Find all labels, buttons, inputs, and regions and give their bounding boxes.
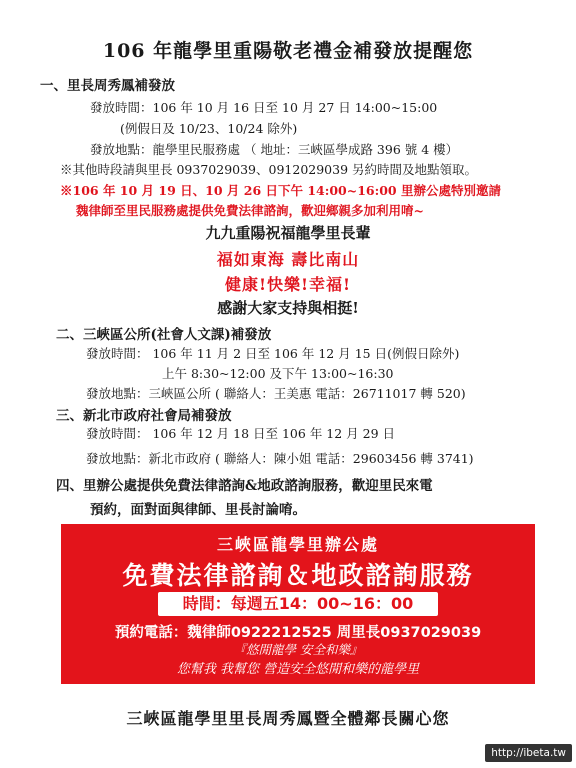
section2-heading: 二、三峽區公所(社會人文課)補發放 (56, 327, 272, 343)
greeting-line-2: 福如東海 壽比南山 (216, 250, 360, 269)
section1-place: 發放地點：龍學里民服務處 （ 地址：三峽區學成路 396 號 4 樓） (90, 142, 459, 157)
section1-legal-notice-2: 魏律師至里民服務處提供免費法律諮詢，歡迎鄉親多加利用唷~ (76, 203, 424, 218)
banner-service-title: 免費法律諮詢＆地政諮詢服務 (122, 561, 474, 590)
greeting-line-4: 感謝大家支持與相挺! (217, 299, 359, 317)
section1-time: 發放時間：106 年 10 月 16 日至 10 月 27 日 14:00~15:00 (90, 100, 438, 115)
section2-place: 發放地點：三峽區公所 ( 聯絡人：王美惠 電話：26711017 轉 520) (86, 386, 466, 401)
section4-line-1: 四、里辦公處提供免費法律諮詢&地政諮詢服務，歡迎里民來電 (56, 478, 433, 494)
banner-time-box: 時間：每週五14：00~16：00 (158, 592, 438, 616)
banner-slogan: 『悠閒龍學 安全和樂』 (233, 642, 363, 657)
section1-legal-notice-1: ※106 年 10 月 19 日、10 月 26 日下午 14:00~16:00 里辦公處特別邀請 (60, 183, 501, 198)
section2-time-2: 上午 8:30~12:00 及下午 13:00~16:30 (162, 366, 394, 381)
banner-motto: 您幫我 我幫您 營造安全悠閒和樂的龍學里 (176, 662, 420, 677)
section3-heading: 三、新北市政府社會局補發放 (56, 408, 232, 424)
greeting-line-1: 九九重陽祝福龍學里長輩 (205, 224, 371, 242)
watermark: http://ibeta.tw (485, 744, 572, 762)
page-title: 106 年龍學里重陽敬老禮金補發放提醒您 (102, 40, 474, 62)
legal-service-banner (61, 524, 535, 684)
footer-signature: 三峽區龍學里里長周秀鳳暨全體鄰長關心您 (126, 709, 450, 728)
banner-office-name: 三峽區龍學里辦公處 (216, 535, 379, 554)
section3-time: 發放時間： 106 年 12 月 18 日至 106 年 12 月 29 日 (86, 426, 396, 441)
section1-time-note: (例假日及 10/23、10/24 除外) (120, 121, 298, 136)
banner-phone: 預約電話：魏律師0922212525 周里長0937029039 (114, 625, 482, 641)
section3-place: 發放地點：新北市政府 ( 聯絡人：陳小姐 電話：29603456 轉 3741) (86, 451, 474, 466)
section4-line-2: 預約，面對面與律師、里長討論唷。 (90, 502, 306, 518)
greeting-line-3: 健康!快樂!幸福! (224, 275, 352, 294)
section1-other-contact: ※其他時段請與里長 0937029039、0912029039 另約時間及地點領取。 (60, 162, 478, 177)
section1-heading: 一、里長周秀鳳補發放 (40, 78, 175, 94)
section2-time: 發放時間： 106 年 11 月 2 日至 106 年 12 月 15 日(例假日除外) (86, 346, 460, 361)
